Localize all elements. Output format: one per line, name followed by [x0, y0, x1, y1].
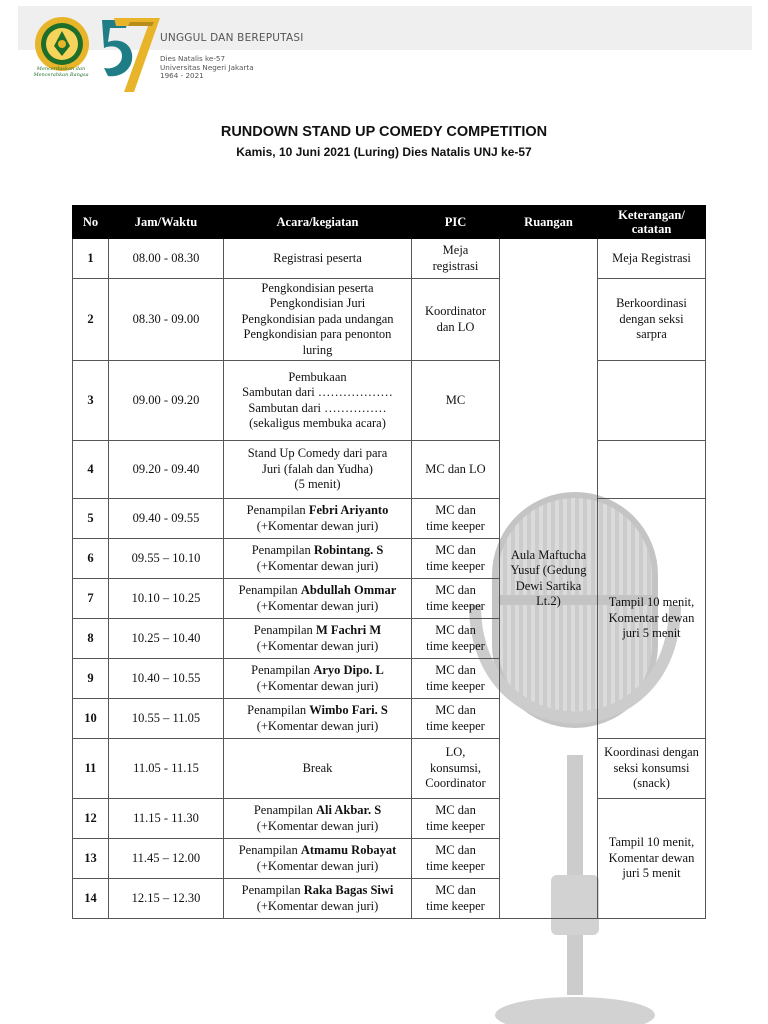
pic-line: time keeper [426, 518, 485, 533]
logo-caption: Mencerdaskan dan Mencerahkan Bangsa [33, 66, 89, 78]
activity-line: Pengkondisian Juri [269, 296, 366, 311]
row-activity [224, 239, 412, 279]
pic-line: time keeper [426, 898, 485, 913]
table-row [73, 239, 706, 279]
performance-comment: (+Komentar dewan juri) [256, 638, 379, 653]
performer-name: Raka Bagas Siwi [303, 883, 394, 897]
note-line: Komentar dewan [608, 850, 695, 865]
activity-line: Juri (falah dan Yudha) [262, 461, 373, 476]
row-number: 11 [73, 739, 109, 799]
brand-sub-line: Universitas Negeri Jakarta [160, 62, 254, 72]
activity-line: Registrasi peserta [273, 250, 362, 265]
row-pic [412, 699, 500, 739]
row-activity [224, 799, 412, 839]
row-activity [224, 879, 412, 919]
pic-line: time keeper [426, 858, 485, 873]
performance-comment: (+Komentar dewan juri) [256, 558, 379, 573]
row-pic [412, 239, 500, 279]
col-header-room: Ruangan [500, 206, 598, 239]
activity-line: luring [302, 342, 333, 357]
pic-line: MC dan [435, 883, 476, 897]
pic-line: Coordinator [425, 776, 486, 791]
rundown-table [72, 205, 706, 919]
note-line: seksi konsumsi [613, 760, 690, 775]
pic-line: MC dan LO [425, 461, 486, 476]
performer-name: Febri Ariyanto [308, 503, 389, 517]
activity-line: Stand Up Comedy dari para [247, 446, 388, 461]
note-line: juri 5 menit [622, 626, 681, 641]
performance-comment: (+Komentar dewan juri) [256, 598, 379, 613]
row-time: 10.55 – 11.05 [109, 699, 224, 739]
performance-line [226, 663, 409, 679]
performance-prefix: Penampilan [253, 803, 316, 817]
performance-prefix: Penampilan [251, 663, 314, 677]
performance-comment: (+Komentar dewan juri) [256, 518, 379, 533]
row-time: 09.00 - 09.20 [109, 361, 224, 441]
note-line: sarpra [636, 327, 667, 342]
row-pic [412, 659, 500, 699]
performance-line [226, 843, 409, 859]
pic-line: time keeper [426, 818, 485, 833]
note-line: Komentar dewan [608, 610, 695, 625]
col-header-no: No [73, 206, 109, 239]
room-line: Yusuf (Gedung [510, 563, 587, 577]
performance-line [226, 883, 409, 899]
row-number: 2 [73, 279, 109, 361]
activity-line: Break [302, 760, 333, 775]
performance-comment: (+Komentar dewan juri) [256, 898, 379, 913]
row-number: 8 [73, 619, 109, 659]
row-pic [412, 879, 500, 919]
note-line: Tampil 10 menit, [608, 595, 695, 610]
row-note [598, 239, 706, 279]
room-cell [500, 239, 598, 919]
brand-sub-line: 1964 - 2021 [160, 71, 204, 81]
brand-subtext [160, 55, 254, 81]
table-row [73, 499, 706, 539]
performance-line [226, 503, 409, 519]
performance-prefix: Penampilan [238, 583, 301, 597]
performance-line [226, 803, 409, 819]
activity-line: Pengkondisian peserta [261, 280, 374, 295]
row-time: 11.05 - 11.15 [109, 739, 224, 799]
performance-prefix: Penampilan [246, 503, 309, 517]
performance-prefix: Penampilan [238, 843, 301, 857]
pic-line: MC dan [435, 663, 476, 677]
performance-comment: (+Komentar dewan juri) [256, 858, 379, 873]
row-activity [224, 361, 412, 441]
row-activity [224, 619, 412, 659]
row-note [598, 441, 706, 499]
performance-line [226, 583, 409, 599]
performance-line [226, 703, 409, 719]
pic-line: MC dan [435, 623, 476, 637]
col-header-pic: PIC [412, 206, 500, 239]
row-number: 10 [73, 699, 109, 739]
row-number: 9 [73, 659, 109, 699]
table-row [73, 799, 706, 839]
activity-line: Pengkondisian pada undangan [241, 311, 394, 326]
row-pic [412, 539, 500, 579]
row-activity [224, 499, 412, 539]
row-pic [412, 799, 500, 839]
note-line: (snack) [633, 776, 670, 791]
row-activity [224, 739, 412, 799]
row-number: 4 [73, 441, 109, 499]
row-activity [224, 839, 412, 879]
row-number: 12 [73, 799, 109, 839]
performance-comment: (+Komentar dewan juri) [256, 818, 379, 833]
row-activity [224, 441, 412, 499]
row-time: 10.25 – 10.40 [109, 619, 224, 659]
row-time: 09.55 – 10.10 [109, 539, 224, 579]
pic-line: MC dan [435, 543, 476, 557]
pic-line: time keeper [426, 678, 485, 693]
activity-line: Pembukaan [288, 369, 347, 384]
row-pic [412, 739, 500, 799]
performance-line [226, 543, 409, 559]
room-line: Dewi Sartika [515, 578, 582, 593]
row-pic [412, 619, 500, 659]
col-header-activity: Acara/kegiatan [224, 206, 412, 239]
performer-name: Robintang. S [313, 543, 384, 557]
activity-line: Sambutan dari ……………… [242, 385, 393, 399]
performer-name: Wimbo Fari. S [309, 703, 388, 717]
row-note [598, 361, 706, 441]
performance-comment: (+Komentar dewan juri) [256, 678, 379, 693]
note-line: Tampil 10 menit, [608, 835, 695, 850]
note-line: dengan seksi [619, 311, 684, 326]
row-note [598, 739, 706, 799]
row-activity [224, 699, 412, 739]
pic-line: MC dan [435, 703, 476, 717]
col-header-notes-line: catatan [631, 222, 672, 236]
table-row [73, 739, 706, 799]
note-line: Meja Registrasi [612, 250, 691, 265]
performance-prefix: Penampilan [253, 623, 316, 637]
row-time: 11.15 - 11.30 [109, 799, 224, 839]
row-note-merged [598, 499, 706, 739]
row-number: 6 [73, 539, 109, 579]
performer-name: Abdullah Ommar [300, 583, 397, 597]
dies-natalis-57-logo [94, 16, 164, 94]
table-row [73, 441, 706, 499]
table-header-row [73, 206, 706, 239]
row-time: 08.00 - 08.30 [109, 239, 224, 279]
pic-line: time keeper [426, 638, 485, 653]
row-number: 14 [73, 879, 109, 919]
performance-prefix: Penampilan [251, 543, 314, 557]
row-note [598, 279, 706, 361]
performer-name: Ali Akbar. S [315, 803, 382, 817]
room-line: Aula Maftucha [510, 547, 587, 562]
note-line: Koordinasi dengan [604, 745, 699, 760]
row-time: 09.40 - 09.55 [109, 499, 224, 539]
pic-line: MC [445, 392, 466, 407]
row-number: 5 [73, 499, 109, 539]
brand-sub-line: Dies Natalis ke-57 [160, 54, 226, 63]
row-time: 10.10 – 10.25 [109, 579, 224, 619]
row-number: 1 [73, 239, 109, 279]
row-time: 08.30 - 09.00 [109, 279, 224, 361]
performance-comment: (+Komentar dewan juri) [256, 718, 379, 733]
pic-line: MC dan [435, 803, 476, 817]
row-activity [224, 539, 412, 579]
document-subtitle: Kamis, 10 Juni 2021 (Luring) Dies Natalis UNJ ke-57 [236, 145, 532, 159]
row-activity [224, 579, 412, 619]
pic-line: Koordinator [424, 304, 487, 318]
activity-line: Pengkondisian para penonton [243, 327, 392, 342]
row-time: 12.15 – 12.30 [109, 879, 224, 919]
pic-line: time keeper [426, 598, 485, 613]
row-activity [224, 279, 412, 361]
row-note-merged [598, 799, 706, 919]
row-pic [412, 441, 500, 499]
row-time: 11.45 – 12.00 [109, 839, 224, 879]
performer-name: Atmamu Robayat [300, 843, 397, 857]
pic-line: time keeper [426, 718, 485, 733]
performer-name: M Fachri M [315, 623, 382, 637]
activity-line: (sekaligus membuka acara) [249, 416, 386, 430]
row-pic [412, 499, 500, 539]
note-line: Berkoordinasi [616, 296, 687, 311]
row-pic [412, 579, 500, 619]
row-time: 10.40 – 10.55 [109, 659, 224, 699]
row-activity [224, 659, 412, 699]
row-pic [412, 839, 500, 879]
pic-line: LO, [445, 745, 466, 760]
table-row [73, 361, 706, 441]
pic-line: time keeper [426, 558, 485, 573]
performance-line [226, 623, 409, 639]
row-pic [412, 361, 500, 441]
row-number: 13 [73, 839, 109, 879]
col-header-time: Jam/Waktu [109, 206, 224, 239]
row-time: 09.20 - 09.40 [109, 441, 224, 499]
note-line: juri 5 menit [622, 866, 681, 881]
col-header-notes [598, 206, 706, 239]
pic-line: dan LO [436, 319, 475, 334]
pic-line: registrasi [432, 258, 479, 273]
pic-line: MC dan [435, 843, 476, 857]
col-header-notes-line: Keterangan/ [618, 208, 685, 222]
activity-line: (5 menit) [294, 477, 341, 492]
table-row [73, 279, 706, 361]
pic-line: konsumsi, [429, 760, 482, 775]
row-number: 3 [73, 361, 109, 441]
row-pic [412, 279, 500, 361]
pic-line: Meja [442, 243, 469, 257]
performance-prefix: Penampilan [247, 703, 310, 717]
room-line: Lt.2) [536, 594, 561, 608]
row-number: 7 [73, 579, 109, 619]
performance-prefix: Penampilan [241, 883, 304, 897]
pic-line: MC dan [435, 583, 476, 597]
brand-tagline: UNGGUL DAN BEREPUTASI [160, 32, 304, 44]
performer-name: Aryo Dipo. L [313, 663, 384, 677]
document-title: RUNDOWN STAND UP COMEDY COMPETITION [220, 124, 548, 140]
pic-line: MC dan [435, 503, 476, 517]
activity-line: Sambutan dari …………… [248, 400, 387, 415]
